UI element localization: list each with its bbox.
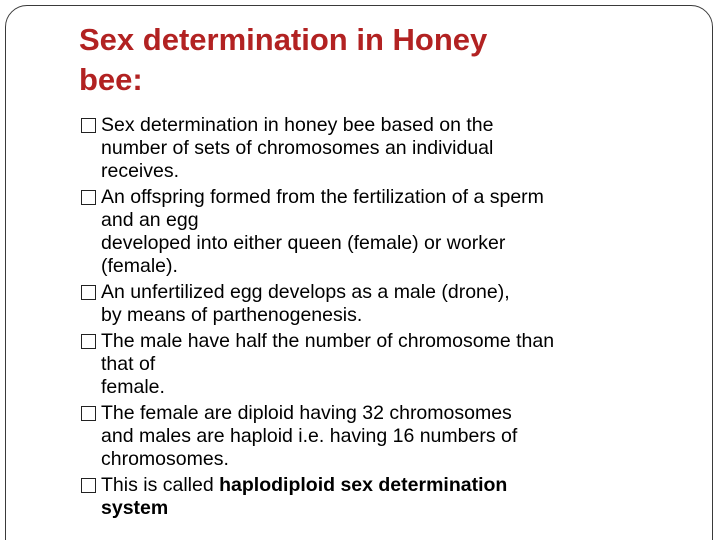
bullet-item [79,402,679,471]
bullet-text-line: and an egg [101,209,199,231]
title-line-2: bee: [79,62,143,97]
bullet-item [79,114,679,183]
bullet-text-line: by means of parthenogenesis. [101,304,363,326]
bullet-text-line: (female). [101,255,178,277]
checkbox-bullet-icon [81,478,96,493]
bullet-item [79,281,679,327]
bullet-list [79,114,679,523]
bullet-text-line [101,474,679,497]
emphasis-term: haplodiploid sex determination [219,474,508,496]
bullet-text-line: number of sets of chromosomes an individual [101,137,494,159]
bullet-text-line: system [101,497,169,519]
bullet-text-run: This is called [101,474,220,496]
bullet-text-line: receives. [101,160,180,182]
slide-title [79,20,639,100]
bullet-item [79,186,679,278]
bullet-text-line: The male have half the number of chromosome than [101,330,555,352]
checkbox-bullet-icon [81,190,96,205]
bullet-text-line: The female are diploid having 32 chromosomes [101,402,512,424]
bullet-text-line: Sex determination in honey bee based on the [101,114,494,136]
bullet-text-line: and males are haploid i.e. having 16 numbers of [101,425,518,447]
checkbox-bullet-icon [81,334,96,349]
bullet-text-line: female. [101,376,165,398]
bullet-text-line: An unfertilized egg develops as a male (drone), [101,281,510,303]
bullet-item [79,474,679,520]
title-line-1: Sex determination in Honey [79,22,488,57]
checkbox-bullet-icon [81,406,96,421]
bullet-text-line: developed into either queen (female) or worker [101,232,506,254]
checkbox-bullet-icon [81,118,96,133]
bullet-text-line: An offspring formed from the fertilization of a sperm [101,186,544,208]
bullet-text-line: that of [101,353,156,375]
checkbox-bullet-icon [81,285,96,300]
bullet-item [79,330,679,399]
bullet-text-line: chromosomes. [101,448,229,470]
